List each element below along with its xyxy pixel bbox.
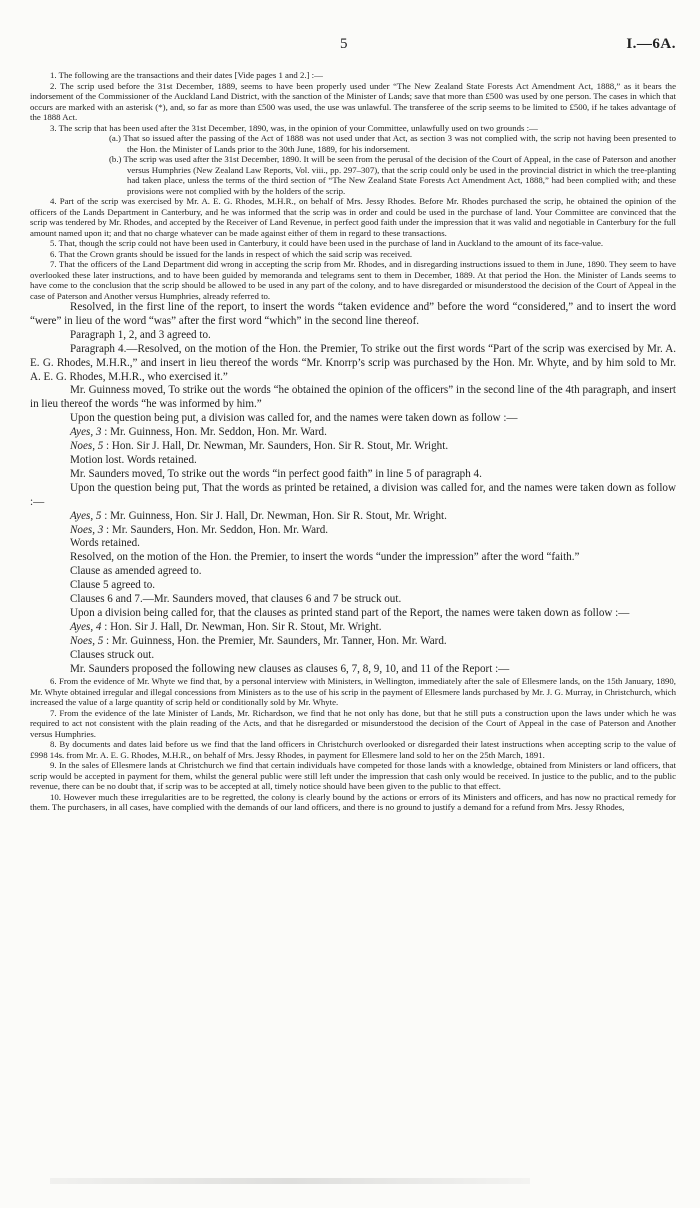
division-ayes: Ayes, 3 : Mr. Guinness, Hon. Mr. Seddon, Hon. Mr. Ward. [70, 426, 327, 439]
noes-label: Noes, 5 [70, 440, 104, 453]
division-ayes: Ayes, 4 : Hon. Sir J. Hall, Dr. Newman, Hon. Sir R. Stout, Mr. Wright. [70, 620, 382, 633]
intro-paragraph: 3. The scrip that has been used after the 31st December, 1890, was, in the opinion of your Committee, unlawfully used on two grounds :— [50, 122, 538, 133]
division-noes: Noes, 5 : Hon. Sir J. Hall, Dr. Newman, Mr. Saunders, Hon. Sir R. Stout, Mr. Wright. [70, 440, 449, 453]
division-ayes: Ayes, 5 : Mr. Guinness, Hon. Sir J. Hall, Dr. Newman, Hon. Sir R. Stout, Mr. Wright. [70, 509, 447, 522]
paper-reference: I.—6A. [626, 36, 676, 52]
ayes-label: Ayes, 3 [70, 426, 102, 439]
proceedings-paragraph: Resolved, on the motion of the Hon. the Premier, to insert the words “under the impression” after the word “faith.” [70, 551, 580, 564]
ground-item: (b.) The scrip was used after the 31st December, 1890. It will be seen from the perusal of the decision of the Court of Appeal, in the case of Paterson and another versus Humphries (New Zealand Law Reports, Vol. viii., pp. 297–307), that the scrip could only be used in the provincial district in which the tree-planting had taken place, unless the terms of the third section of “The New Zealand State Forests Act Amendment Act, 1888,” had been complied with; and these provisions were not complied with by the holders of the scrip. [109, 154, 676, 196]
report-clause: 6. That the Crown grants should be issued for the lands in respect of which the said scrip was received. [50, 248, 413, 259]
proceedings-paragraph: Paragraph 4.—Resolved, on the motion of the Hon. the Premier, To strike out the first words “Part of the scrip was exercised by Mr. A. E. G. Rhodes, M.H.R.,” and insert in lieu thereof the words “Mr. Knorrp’s scrip was purchased by the Hon. Mr. Whyte, and by him sold to Mr. A. E. G. Rhodes, M.H.R., who exercised it.” [30, 342, 676, 383]
division-noes: Noes, 5 : Mr. Guinness, Hon. the Premier, Mr. Saunders, Mr. Tanner, Hon. Mr. Ward. [70, 634, 447, 647]
proceedings-paragraph: Mr. Guinness moved, To strike out the words “he obtained the opinion of the officers” in the second line of the 4th paragraph, and insert in lieu thereof the words “he was informed by him.” [30, 384, 676, 411]
noes-label: Noes, 3 [70, 523, 104, 536]
report-clause: 5. That, though the scrip could not have been used in Canterbury, it could have been used in the purchase of land in Auckland to the amount of its face-value. [50, 238, 604, 248]
proposed-clause: 10. However much these irregularities are to be regretted, the colony is clearly bound by the actions or errors of its Ministers and officers, and has now no practical remedy for them. The purchasers, in all cases, have complied with the demands of our land officers, and there is no ground to justify a demand for a refund from Mrs. Jessy Rhodes, [30, 791, 676, 813]
ground-item: (a.) That so issued after the passing of the Act of 1888 was not used under that Act, as section 3 was not complied with, the scrip not having been presented to the Hon. the Minister of Lands prior to the 30th June, 1889, for his indorsement. [109, 133, 676, 154]
page-number: 5 [340, 36, 348, 52]
proposed-clause: 6. From the evidence of Mr. Whyte we find that, by a personal interview with Ministers, in Wellington, immediately after the sale of Ellesmere lands, on the 15th January, 1890, Mr. Whyte obtained irregular and illegal concessions from Ministers as to the use of his scrip in the payment of Ellesmere lands purchased by Mr. J. G. Murray, in Christchurch, which increased the value of a large quantity of scrip held or conditionally sold by Mr. Whyte. [30, 676, 676, 708]
division-result: Clauses struck out. [70, 648, 155, 661]
ayes-names: Mr. Guinness, Hon. Mr. Seddon, Hon. Mr. Ward. [110, 426, 327, 439]
division-noes: Noes, 3 : Mr. Saunders, Hon. Mr. Seddon, Hon. Mr. Ward. [70, 523, 329, 536]
proposed-clause: 8. By documents and dates laid before us we find that the land officers in Christchurch overlooked or disregarded their latest instructions when accepting scrip to the value of £998 14s. from Mr. A. E. G. Rhodes, M.H.R., on behalf of Mrs. Jessy Rhodes, in payment for Ellesmere land sold to her on the 25th March, 1891. [30, 739, 676, 760]
intro-paragraph: 2. The scrip used before the 31st December, 1889, seems to have been properly used under “The New Zealand State Forests Act Amendment Act, 1888,” as it bears the indorsement of the Commissioner of the Auckland Land District, with the sanction of the Minister of Lands; save that more than £500 was used by one person. The cases in which that occurs are marked with an asterisk (*), and, so far as more than £500 was used, the use was unlawful. The transferee of the scrip seems to be limited to £500, if he takes advantage of the 1888 Act. [30, 80, 676, 122]
division-result: Words retained. [70, 537, 140, 550]
noes-names: Mr. Saunders, Hon. Mr. Seddon, Hon. Mr. Ward. [111, 523, 329, 536]
proceedings-paragraph: Mr. Saunders moved, To strike out the words “in perfect good faith” in line 5 of paragraph 4. [70, 467, 482, 480]
proceedings-paragraph: Clauses 6 and 7.—Mr. Saunders moved, that clauses 6 and 7 be struck out. [70, 593, 402, 606]
noes-names: Hon. Sir J. Hall, Dr. Newman, Mr. Saunders, Hon. Sir R. Stout, Mr. Wright. [111, 440, 449, 453]
proceedings-paragraph: Upon a division being called for, that the clauses as printed stand part of the Report, the names were taken down as follow :— [70, 606, 630, 619]
ayes-names: Hon. Sir J. Hall, Dr. Newman, Hon. Sir R. Stout, Mr. Wright. [110, 620, 382, 633]
proceedings-paragraph: Resolved, in the first line of the report, to insert the words “taken evidence and” before the word “considered,” and to insert the word “were” in lieu of the word “was” after the first word “which” in the second line thereof. [30, 301, 676, 327]
ayes-label: Ayes, 4 [70, 620, 102, 633]
proceedings-paragraph: Clause 5 agreed to. [70, 579, 156, 592]
page-header [0, 36, 700, 56]
proceedings-paragraph: Mr. Saunders proposed the following new clauses as clauses 6, 7, 8, 9, 10, and 11 of the Report :— [70, 662, 510, 675]
noes-label: Noes, 5 [70, 634, 104, 647]
report-clause: 4. Part of the scrip was exercised by Mr. A. E. G. Rhodes, M.H.R., on behalf of Mrs. Jessy Rhodes. Before Mr. Rhodes purchased the scrip, he obtained the opinion of the officers of the Lands Department in Canterbury, and he was informed that the scrip was in order and could be used in the purchase of land. Your Committee are convinced that the scrip was tendered by Mr. Rhodes, and accepted by the Receiver of Land Revenue, in perfect good faith under the impression that it was valid and negotiable in Canterbury for the full amount named upon it; and that no charge whatever can be made against either of them in regard to these transactions. [30, 196, 676, 238]
intro-paragraph: 1. The following are the transactions and their dates [Vide pages 1 and 2.] :— [50, 70, 323, 80]
ayes-label: Ayes, 5 [70, 509, 102, 522]
proceedings-paragraph: Paragraph 1, 2, and 3 agreed to. [70, 328, 211, 341]
proceedings-paragraph: Upon the question being put, That the words as printed be retained, a division was called for, and the names were taken down as follow :— [30, 481, 676, 508]
proceedings-paragraph: Upon the question being put, a division was called for, and the names were taken down as follow :— [70, 412, 518, 425]
proposed-clause: 9. In the sales of Ellesmere lands at Christchurch we find that certain individuals have competed for those lands with a knowledge, obtained from Ministers or land officers, that scrip would be accepted in payment for them, whilst the general public were still left under the impression that cash only would be received. In justice to the public, and to the public revenue, there can be no doubt that, if scrip was to be accepted at all, timely notice should have been given to the public to that effect. [30, 760, 676, 792]
ayes-names: Mr. Guinness, Hon. Sir J. Hall, Dr. Newman, Hon. Sir R. Stout, Mr. Wright. [110, 509, 447, 522]
division-result: Motion lost. Words retained. [70, 453, 197, 466]
report-body [30, 70, 676, 813]
scan-smudge [50, 1178, 530, 1184]
proposed-clause: 7. From the evidence of the late Minister of Lands, Mr. Richardson, we find that he not only has done, but that he still puts a construction upon the laws under which he was required to act not consistent with the plain reading of the Acts, and that he disregarded or misunderstood the decision of the Court of Appeal in the case of Paterson and Another versus Humphries. [30, 707, 676, 739]
report-clause: 7. That the officers of the Land Department did wrong in accepting the scrip from Mr. Rhodes, and in disregarding instructions issued to them in June, 1890. They seem to have overlooked these later instructions, and to have been guided by memoranda and telegrams sent to them in December, 1889. At that period the Hon. the Minister of Lands seems to have come to the conclusion that the scrip should be allowed to be used in any part of the colony, and to have disregarded or misunderstood the decision of the Court of Appeal in the case of Paterson and Another versus Humphries, already referred to. [30, 259, 676, 301]
noes-names: Mr. Guinness, Hon. the Premier, Mr. Saunders, Mr. Tanner, Hon. Mr. Ward. [111, 634, 447, 647]
proceedings-paragraph: Clause as amended agreed to. [70, 565, 202, 578]
